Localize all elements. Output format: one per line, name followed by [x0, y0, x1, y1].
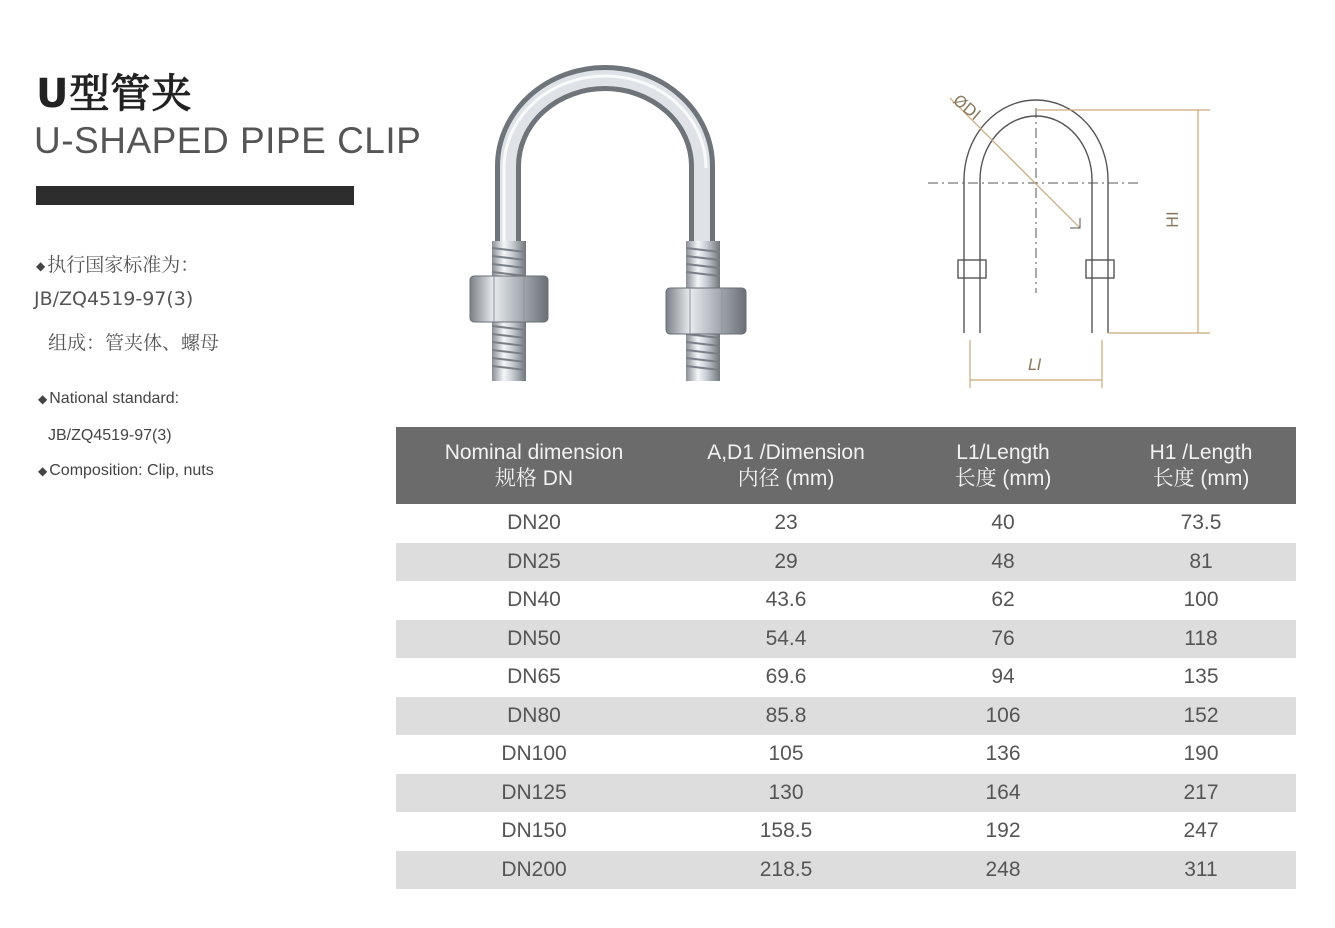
cell-l1: 192 [985, 819, 1021, 843]
cell-h1: 118 [1106, 620, 1296, 659]
dimension-drawing [920, 78, 1182, 398]
cell-l1: 106 [900, 697, 1106, 736]
composition-label-en: Composition: Clip, nuts [49, 462, 214, 479]
cell-dn: DN20 [507, 511, 561, 535]
length-label: LI [1028, 355, 1042, 374]
table-row [396, 735, 1296, 774]
cell-dn: DN125 [396, 774, 672, 813]
title-divider-bar [36, 186, 354, 205]
cell-l1: 136 [985, 742, 1021, 766]
cell-dn: DN80 [396, 697, 672, 736]
cell-l1: 40 [991, 511, 1015, 535]
cell-dn: DN50 [396, 620, 672, 659]
cell-dimension: 54.4 [672, 620, 900, 659]
diamond-bullet-icon: ◆ [36, 258, 46, 273]
cell-dn: DN100 [501, 742, 567, 766]
diameter-label: ØDI [949, 90, 985, 125]
table-row [396, 543, 1296, 582]
cell-h1: 73.5 [1180, 511, 1222, 535]
table-row [396, 774, 1296, 813]
cell-dimension: 130 [672, 774, 900, 813]
cell-h1: 311 [1106, 851, 1296, 890]
cell-h1: 247 [1183, 819, 1219, 843]
cell-dn: DN200 [396, 851, 672, 890]
composition-note-cn: 组成：管夹体、螺母 [48, 332, 220, 354]
cell-h1: 152 [1106, 697, 1296, 736]
header-length-l1: L1/Length 长度 (mm) [900, 427, 1106, 504]
standard-code-en: JB/ZQ4519-97(3) [48, 427, 172, 444]
cell-dn: DN150 [501, 819, 567, 843]
cell-l1: 248 [900, 851, 1106, 890]
cell-dimension: 218.5 [672, 851, 900, 890]
table-row [396, 504, 1296, 543]
header-nominal: Nominal dimension 规格 DN [396, 427, 672, 504]
cell-l1: 164 [900, 774, 1106, 813]
cell-h1: 190 [1183, 742, 1219, 766]
header-dimension: A,D1 /Dimension 内径 (mm) [672, 427, 900, 504]
table-row [396, 812, 1296, 851]
cell-l1: 62 [991, 588, 1015, 612]
table-row [396, 658, 1296, 697]
cell-l1: 94 [991, 665, 1015, 689]
page-title-en: U-SHAPED PIPE CLIP [34, 120, 422, 161]
standard-label-en: National standard: [49, 390, 180, 407]
cell-dimension: 29 [672, 543, 900, 582]
cell-dimension: 105 [768, 742, 804, 766]
cell-dimension: 85.8 [672, 697, 900, 736]
standard-note-cn [36, 250, 199, 277]
standard-label-cn: 执行国家标准为： [47, 254, 200, 276]
page-title-cn: U型管夹 [36, 71, 193, 117]
cell-dimension: 23 [774, 511, 798, 535]
cell-l1: 48 [900, 543, 1106, 582]
cell-l1: 76 [900, 620, 1106, 659]
table-row [396, 697, 1296, 736]
table-row [396, 620, 1296, 659]
cell-dimension: 43.6 [765, 588, 807, 612]
cell-h1: 100 [1183, 588, 1219, 612]
cell-dn: DN40 [507, 588, 561, 612]
cell-dn: DN25 [396, 543, 672, 582]
standard-note-en [38, 390, 179, 408]
cell-h1: 81 [1106, 543, 1296, 582]
table-header-row [396, 427, 1296, 504]
standard-code-cn: JB/ZQ4519-97(3) [34, 288, 194, 310]
header-length-h1: H1 /Length 长度 (mm) [1106, 427, 1296, 504]
spec-table [396, 427, 1296, 889]
cell-h1: 135 [1183, 665, 1219, 689]
cell-dimension: 69.6 [765, 665, 807, 689]
cell-h1: 217 [1106, 774, 1296, 813]
composition-note-en [38, 462, 214, 480]
table-row [396, 851, 1296, 890]
cell-dn: DN65 [507, 665, 561, 689]
u-bolt-photo [462, 76, 762, 386]
table-row [396, 581, 1296, 620]
diamond-bullet-icon: ◆ [38, 391, 48, 406]
diamond-bullet-icon: ◆ [38, 463, 48, 478]
height-label: HI [1163, 211, 1182, 228]
cell-dimension: 158.5 [759, 819, 813, 843]
